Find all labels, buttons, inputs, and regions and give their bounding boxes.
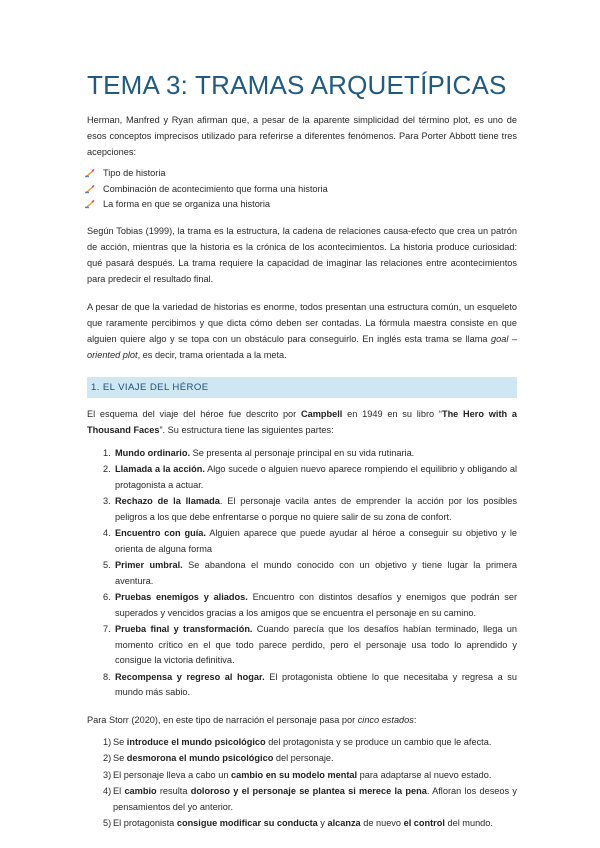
storr-states-list (87, 735, 517, 832)
list-number: 4. (103, 528, 111, 538)
list-item (87, 784, 517, 815)
list-number: 3. (103, 496, 111, 506)
list-number: 1. (103, 447, 111, 458)
document-body (87, 112, 517, 833)
list-number: 8. (103, 671, 111, 682)
section-heading: 1. EL VIAJE DEL HÉROE (91, 381, 209, 393)
list-item: Combinación de acontecimiento que forma una historia (103, 182, 517, 198)
page-title: TEMA 3: TRAMAS ARQUETÍPICAS (87, 70, 507, 100)
list-item (87, 446, 517, 462)
list-text: El protagonista consigue modificar su conducta y alcanza de nuevo el control del mundo. (113, 818, 493, 828)
pencil-bullet-icon (85, 185, 95, 194)
pencil-bullet-icon (85, 169, 95, 178)
list-text: Se introduce el mundo psicológico del protagonista y se produce un cambio que le afecta. (113, 736, 492, 747)
list-text: El personaje lleva a cabo un cambio en su modelo mental para adaptarse al nuevo estado. (113, 769, 492, 780)
list-number: 2) (103, 753, 112, 763)
pencil-bullet-icon (85, 200, 95, 209)
list-item: Tipo de historia (103, 166, 517, 182)
list-text: Mundo ordinario. Se presenta al personaje principal en su vida rutinaria. (115, 447, 415, 458)
list-item (87, 735, 517, 751)
list-number: 4) (103, 786, 112, 796)
list-text: Primer umbral. Se abandona el mundo conocido con un objetivo y tiene lugar la primera aventura. (115, 560, 517, 586)
list-number: 2. (103, 464, 111, 474)
list-item (87, 768, 517, 784)
list-text: Pruebas enemigos y aliados. Encuentro con distintos desafíos y enemigos que podrán ser superados y vencidos gracias a los amigos que se encuentra el personaje en su camino. (115, 592, 518, 618)
list-item: La forma en que se organiza una historia (103, 197, 517, 213)
list-number: 1) (103, 736, 112, 747)
list-number: 7. (103, 624, 111, 634)
list-text: Rechazo de la llamada. El personaje vacila antes de emprender la acción por los posibles peligros a los que debe enfrentarse o porque no quiere salir de su zona de confort. (115, 496, 517, 522)
list-number: 3) (103, 769, 112, 780)
list-text: Prueba final y transformación. Cuando parecía que los desafíos habían terminado, llega un momento crítico en el que todo parece perdido, pero el personaje usa todo lo aprendido y consigue la victoria definitiva. (115, 624, 518, 665)
list-item (87, 558, 517, 589)
list-item (87, 751, 517, 767)
list-item (87, 816, 517, 832)
list-item (87, 622, 517, 669)
list-text: Recompensa y regreso al hogar. El protagonista obtiene lo que necesitaba y regresa a su mundo más sabio. (115, 671, 517, 697)
list-number: 5. (103, 560, 111, 570)
list-item (87, 526, 517, 557)
list-number: 6. (103, 592, 111, 602)
list-text: El cambio resulta doloroso y el personaje se plantea si merece la pena. Afloran los deseos y pensamientos del yo anterior. (113, 786, 517, 812)
storr-paragraph: Para Storr (2020), en este tipo de narración el personaje pasa por cinco estados: (87, 714, 417, 725)
section-heading-bar (87, 377, 517, 398)
list-text: Encuentro con guía. Alguien aparece que puede ayudar al héroe a conseguir su objetivo y le orienta de alguna forma (115, 528, 517, 554)
list-item (87, 462, 517, 493)
intro-paragraph-2: Según Tobias (1999), la trama es la estructura, la cadena de relaciones causa-efecto que crea un patrón de acción, mientras que la historia es la crónica de los acontecimientos. La historia produce curiosidad: qué pasará después. La trama requiere la capacidad de imaginar las relaciones entre acontecimientos para predecir el resultado final. (87, 225, 517, 284)
campbell-paragraph: El esquema del viaje del héroe fue descrito por Campbell en 1949 en su libro “The Hero with a Thousand Faces”. Su estructura tiene las siguientes partes: (87, 408, 517, 435)
acepciones-list (87, 166, 517, 213)
list-text: Se desmorona el mundo psicológico del personaje. (113, 753, 334, 763)
intro-paragraph-3: A pesar de que la variedad de historias es enorme, todos presentan una estructura común, un esqueleto que raramente percibimos y que dicta cómo deben ser contadas. La fórmula maestra consiste en que alguien quiere algo y se topa con un obstáculo para conseguirlo. En inglés esta trama se llama goal – oriented plot, es decir, trama orientada a la meta. (87, 301, 517, 360)
list-item (87, 670, 517, 701)
list-item (87, 590, 517, 621)
hero-journey-stages (87, 446, 517, 701)
intro-paragraph-1: Herman, Manfred y Ryan afirman que, a pesar de la aparente simplicidad del término plot, es uno de esos conceptos imprecisos utilizado para referirse a diferentes fenómenos. Para Porter Abbott tiene tres acepciones: (87, 115, 517, 157)
list-number: 5) (103, 818, 112, 828)
list-item (87, 494, 517, 525)
list-text: Llamada a la acción. Algo sucede o alguien nuevo aparece rompiendo el equilibrio y obligando al protagonista a actuar. (115, 464, 517, 490)
